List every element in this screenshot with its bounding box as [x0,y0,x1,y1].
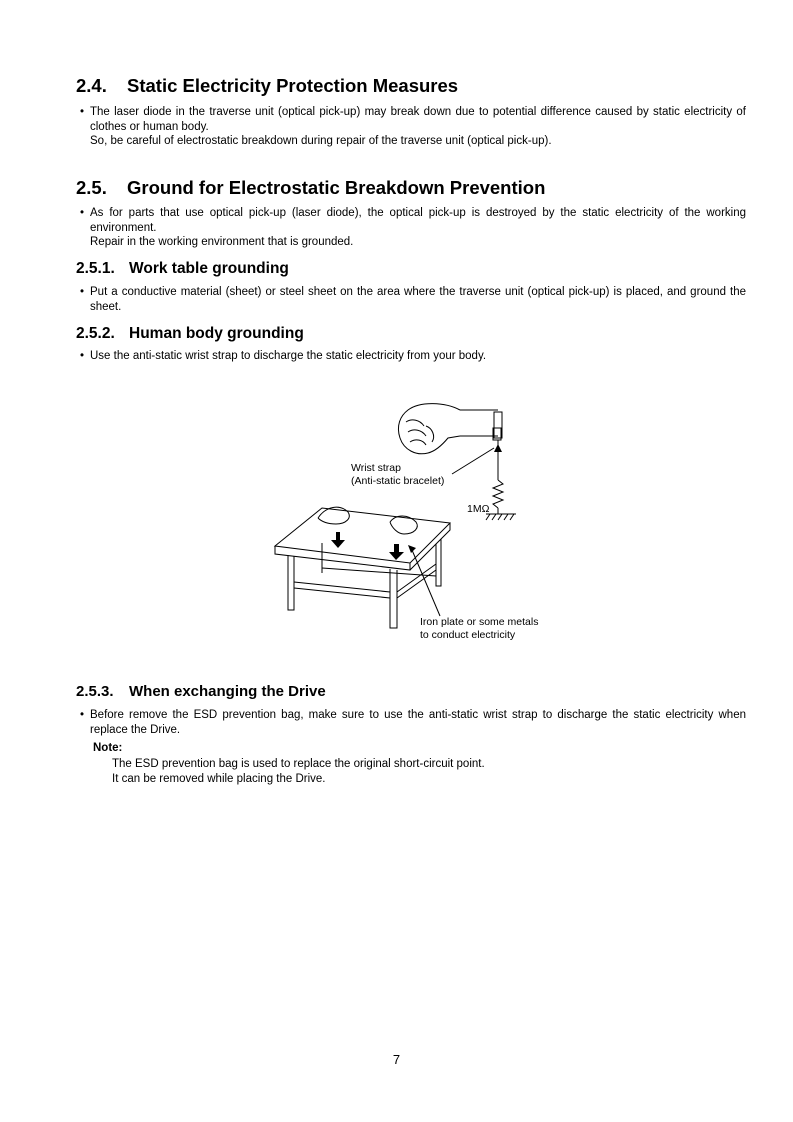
section-title: Static Electricity Protection Measures [127,75,459,96]
section-2-4-heading [76,75,458,97]
resistor-icon [493,480,503,508]
section-number: 2.5.2. [76,325,115,342]
paragraph-line: Use the anti-static wrist strap to discharge the static electricity from your body. [90,350,487,362]
callout-arrowhead-icon [494,444,502,452]
bullet-paragraph [80,349,746,364]
bullet-paragraph [80,105,746,149]
note-line: The ESD prevention bag is used to replace the original short-circuit point. [112,758,485,770]
bullet-paragraph [80,206,746,250]
bullet-icon: • [80,207,85,219]
section-title: Work table grounding [129,260,289,277]
wrist-strap-sublabel: (Anti-static bracelet) [351,475,445,487]
wrist-strap-label: Wrist strap [351,462,401,474]
bullet-icon: • [80,286,85,298]
paragraph-line: So, be careful of electrostatic breakdown during repair of the traverse unit (optical pick-up). [90,135,552,147]
paragraph-line: Repair in the working environment that is grounded. [90,236,354,248]
paragraph-line: Put a conductive material (sheet) or steel sheet on the area where the traverse unit (optical pick-up) is placed, and ground the sheet. [90,286,746,313]
section-2-5-3-heading [76,683,326,700]
section-title: Human body grounding [129,325,304,342]
section-2-5-heading [76,177,545,199]
callout-arrowhead-icon [408,545,416,553]
page-number: 7 [392,1052,401,1067]
note-label: Note: [93,742,123,754]
resistor-label: 1MΩ [467,503,490,515]
section-2-5-1-heading [76,260,289,278]
paragraph-line: As for parts that use optical pick-up (laser diode), the optical pick-up is destroyed by the static electricity of the working environment. [90,207,746,234]
section-number: 2.5.1. [76,260,115,277]
callout-line [452,448,494,474]
bullet-icon: • [80,106,85,118]
down-arrow-icon [331,532,345,548]
paragraph-line: Before remove the ESD prevention bag, make sure to use the anti-static wrist strap to discharge the static electricity when replace the Drive. [90,709,746,736]
note-line: It can be removed while placing the Drive. [112,773,326,785]
down-arrow-icon [389,544,404,560]
section-number: 2.5.3. [76,683,114,700]
section-title: Ground for Electrostatic Breakdown Prevention [127,177,546,198]
iron-plate-sublabel: to conduct electricity [420,629,516,641]
paragraph-line: The laser diode in the traverse unit (optical pick-up) may break down due to potential difference caused by static electricity of clothes or human body. [90,106,746,133]
ground-symbol-icon [486,514,516,520]
bullet-icon: • [80,350,85,362]
section-title: When exchanging the Drive [129,683,326,700]
section-2-5-2-heading [76,325,304,343]
section-number: 2.5. [76,177,107,198]
wrist-strap-grounding-illustration [260,398,560,648]
bullet-paragraph [80,708,746,737]
bullet-paragraph [80,285,746,314]
hand-icon [398,404,501,454]
bullet-icon: • [80,709,85,721]
section-number: 2.4. [76,75,107,96]
iron-plate-label: Iron plate or some metals [420,616,539,628]
table-icon [275,508,450,628]
